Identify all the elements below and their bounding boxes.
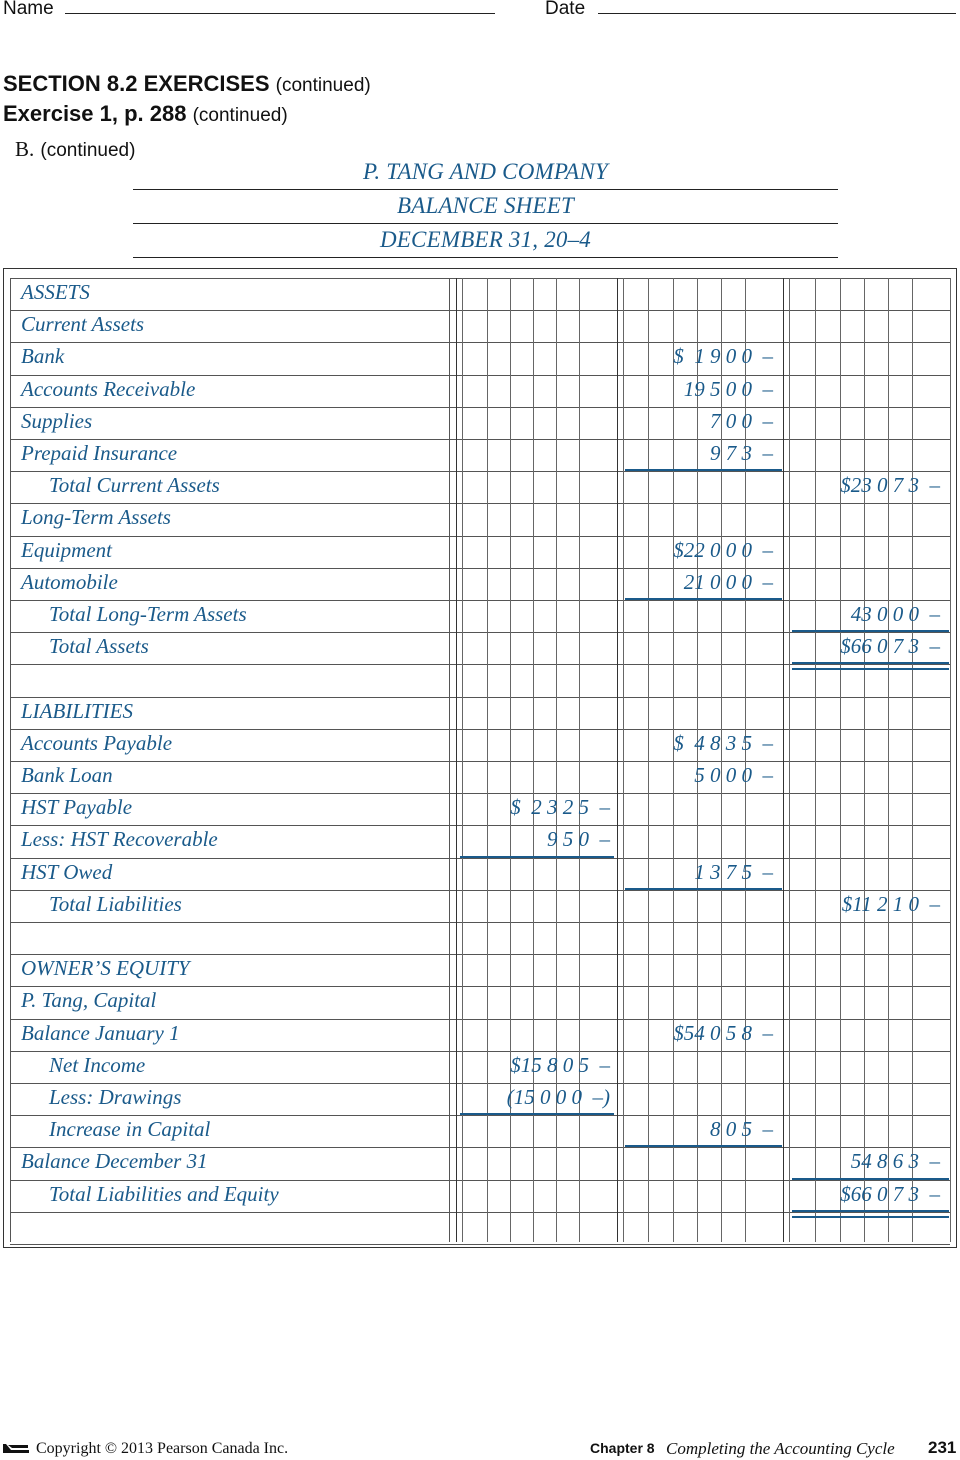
amount-c2: $54 0 5 8 – <box>673 1020 773 1045</box>
amount-c1: $15 8 0 5 – <box>510 1052 610 1077</box>
account-label: Less: HST Recoverable <box>21 827 218 852</box>
ledger-row <box>0 632 960 664</box>
chapter-number: Chapter 8 <box>590 1440 655 1456</box>
ledger-row <box>0 471 960 503</box>
part-continued: (continued) <box>40 140 136 161</box>
amount-c2: 9 7 3 – <box>710 441 773 465</box>
account-label: OWNER’S EQUITY <box>21 956 190 981</box>
account-label: Accounts Receivable <box>21 376 196 401</box>
ledger-row <box>0 697 960 729</box>
ledger-row <box>0 1019 960 1051</box>
amount-c3: $23 0 7 3 – <box>840 473 940 498</box>
ledger-row <box>0 600 960 632</box>
account-label: Less: Drawings <box>49 1085 182 1109</box>
ledger-row <box>0 1051 960 1083</box>
part-label: B. <box>15 137 35 161</box>
amount-c2: $ 1 9 0 0 – <box>673 344 773 369</box>
account-label: Total Liabilities <box>49 891 182 916</box>
date-line <box>598 13 956 14</box>
amount-c3: $66 0 7 3 – <box>840 634 940 659</box>
account-label: Supplies <box>21 408 93 433</box>
account-label: LIABILITIES <box>21 698 133 723</box>
company-name: P. TANG AND COMPANY <box>133 157 838 190</box>
amount-c2: 1 3 7 5 – <box>694 859 773 884</box>
ledger-row <box>0 858 960 890</box>
ledger-row <box>0 536 960 568</box>
account-label: Total Current Assets <box>49 473 220 498</box>
ledger-row <box>0 1115 960 1147</box>
exercise-continued: (continued) <box>192 105 288 126</box>
ledger-row <box>0 664 960 696</box>
amount-c1: (15 0 0 0 –) <box>506 1085 610 1109</box>
amount-c2: 5 0 0 0 – <box>694 763 773 787</box>
section-continued: (continued) <box>275 75 371 96</box>
amount-c3: $11 2 1 0 – <box>841 891 940 916</box>
name-date-header <box>0 0 960 22</box>
account-label: Total Assets <box>49 634 149 659</box>
amount-c3: $66 0 7 3 – <box>840 1181 940 1206</box>
ledger-row <box>0 825 960 857</box>
part-heading <box>15 136 135 162</box>
page-number: 231 <box>928 1438 957 1457</box>
amount-c1: $ 2 3 2 5 – <box>510 795 610 820</box>
ledger-row <box>0 761 960 793</box>
ledger-row <box>0 729 960 761</box>
ledger-row <box>0 407 960 439</box>
row-line <box>10 1244 950 1245</box>
amount-c3: 43 0 0 0 – <box>850 602 940 626</box>
ledger-row <box>0 793 960 825</box>
account-label: Automobile <box>21 569 118 594</box>
ledger-row <box>0 310 960 342</box>
date-label: Date <box>545 0 586 19</box>
ledger-row <box>0 922 960 954</box>
account-label: P. Tang, Capital <box>21 988 157 1013</box>
section-heading <box>3 71 371 97</box>
amount-c2: 19 5 0 0 – <box>683 376 773 401</box>
account-label: Equipment <box>21 537 112 562</box>
account-label: Total Liabilities and Equity <box>49 1181 279 1206</box>
amount-c1: 9 5 0 – <box>547 827 610 852</box>
ledger-row <box>0 568 960 600</box>
ledger-row <box>0 278 960 310</box>
publisher-logo-icon <box>2 1442 30 1454</box>
section-title: SECTION 8.2 EXERCISES <box>3 71 270 96</box>
ledger-row <box>0 890 960 922</box>
account-label: Accounts Payable <box>21 730 173 755</box>
account-label: Net Income <box>49 1052 146 1077</box>
statement-title: BALANCE SHEET <box>133 191 838 224</box>
exercise-heading <box>3 101 288 127</box>
account-label: Increase in Capital <box>49 1117 211 1142</box>
chapter-title: Completing the Accounting Cycle <box>666 1439 895 1458</box>
name-label: Name <box>3 0 54 19</box>
ledger-row <box>0 954 960 986</box>
amount-c2: 21 0 0 0 – <box>683 569 773 594</box>
ledger-row <box>0 986 960 1018</box>
ledger-row <box>0 1147 960 1179</box>
account-label: HST Owed <box>21 859 113 884</box>
copyright: Copyright © 2013 Pearson Canada Inc. <box>36 1440 289 1457</box>
exercise-title: Exercise 1, p. 288 <box>3 101 187 126</box>
ledger-row <box>0 503 960 535</box>
ledger-row <box>0 1212 960 1244</box>
page-footer <box>0 1436 960 1460</box>
statement-date: DECEMBER 31, 20–4 <box>133 225 838 258</box>
amount-c3: 54 8 6 3 – <box>850 1149 940 1174</box>
amount-c2: $22 0 0 0 – <box>673 537 773 562</box>
account-label: Long-Term Assets <box>21 505 171 530</box>
account-label: Prepaid Insurance <box>21 441 178 465</box>
amount-c2: 8 0 5 – <box>710 1117 773 1142</box>
account-label: Balance December 31 <box>21 1149 208 1174</box>
ledger-row <box>0 375 960 407</box>
account-label: Bank Loan <box>21 763 113 787</box>
account-label: HST Payable <box>21 795 133 820</box>
ledger-row <box>0 1180 960 1212</box>
account-label: Balance January 1 <box>21 1020 180 1045</box>
ledger-row <box>0 342 960 374</box>
name-line <box>65 13 495 14</box>
ledger-row <box>0 439 960 471</box>
ledger-row <box>0 1083 960 1115</box>
amount-c2: $ 4 8 3 5 – <box>673 730 773 755</box>
account-label: Total Long-Term Assets <box>49 602 247 626</box>
account-label: ASSETS <box>21 280 90 304</box>
account-label: Current Assets <box>21 312 145 337</box>
account-label: Bank <box>21 344 65 369</box>
amount-c2: 7 0 0 – <box>710 408 773 433</box>
